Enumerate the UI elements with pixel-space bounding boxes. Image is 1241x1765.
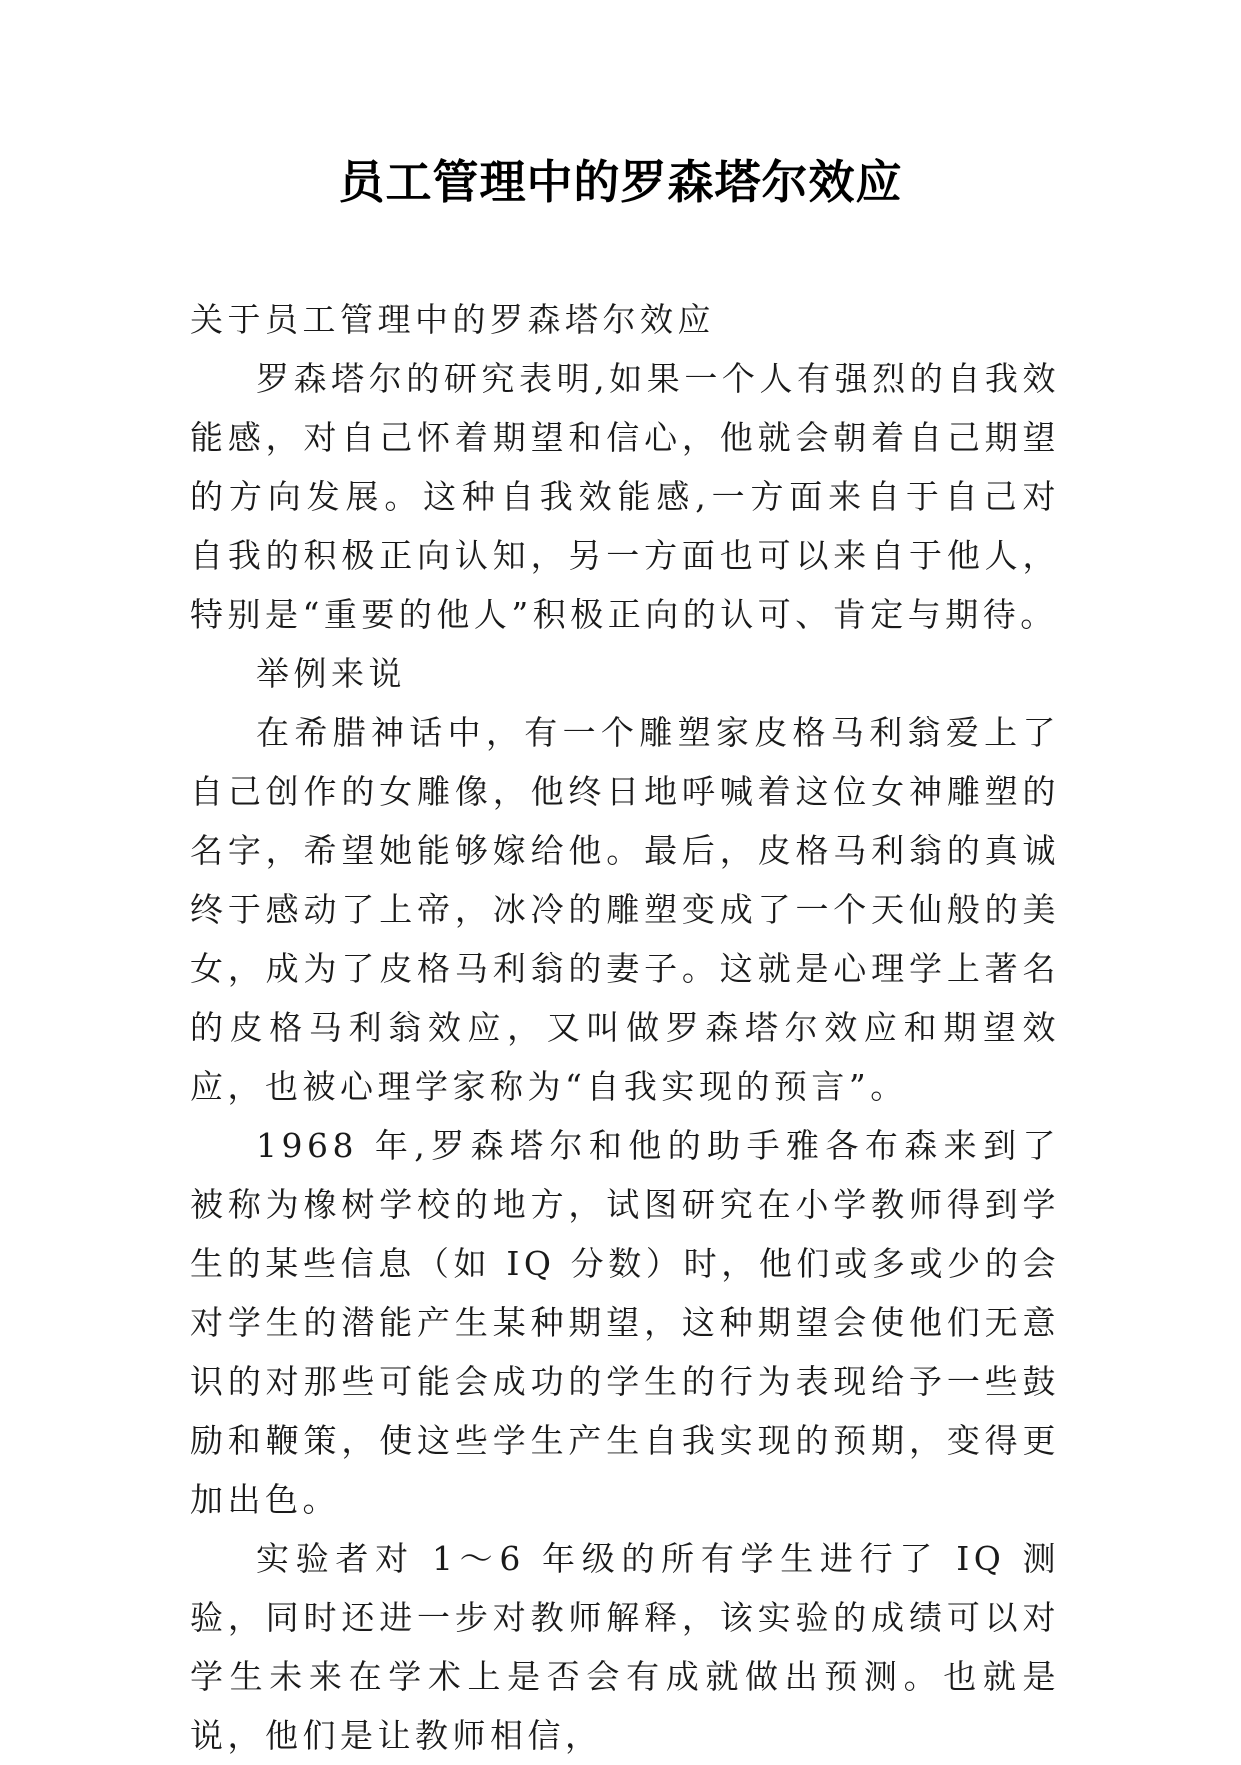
paragraph-1968-study: 1968 年,罗森塔尔和他的助手雅各布森来到了被称为橡树学校的地方，试图研究在小学教师得到学生的某些信息（如 IQ 分数）时，他们或多或少的会对学生的潜能产生某种期望，这种期望会使他们无意识的对那些可能会成功的学生的行为表现给予一些鼓励和鞭策，使这些学生产生自我实现的预期，变得更加出色。 bbox=[190, 1126, 1060, 1519]
paragraph-research: 罗森塔尔的研究表明,如果一个人有强烈的自我效能感，对自己怀着期望和信心，他就会朝着自己期望的方向发展。这种自我效能感,一方面来自于自己对自我的积极正向认知，另一方面也可以来自于他人，特别是“重要的他人”积极正向的认可、肯定与期待。 bbox=[190, 359, 1060, 634]
document-body bbox=[190, 290, 1060, 1765]
paragraph-subtitle: 关于员工管理中的罗森塔尔效应 bbox=[190, 300, 715, 339]
document-title: 员工管理中的罗森塔尔效应 bbox=[338, 155, 903, 209]
paragraph-example-heading: 举例来说 bbox=[256, 654, 406, 693]
paragraph-experiment: 实验者对 1～6 年级的所有学生进行了 IQ 测验，同时还进一步对教师解释，该实验的成绩可以对学生未来在学术上是否会有成就做出预测。也就是说，他们是让教师相信， bbox=[190, 1539, 1060, 1755]
paragraph-myth: 在希腊神话中，有一个雕塑家皮格马利翁爱上了自己创作的女雕像，他终日地呼喊着这位女神雕塑的名字，希望她能够嫁给他。最后，皮格马利翁的真诚终于感动了上帝，冰冷的雕塑变成了一个天仙般的美女，成为了皮格马利翁的妻子。这就是心理学上著名的皮格马利翁效应，又叫做罗森塔尔效应和期望效应，也被心理学家称为“自我实现的预言”。 bbox=[190, 713, 1060, 1106]
